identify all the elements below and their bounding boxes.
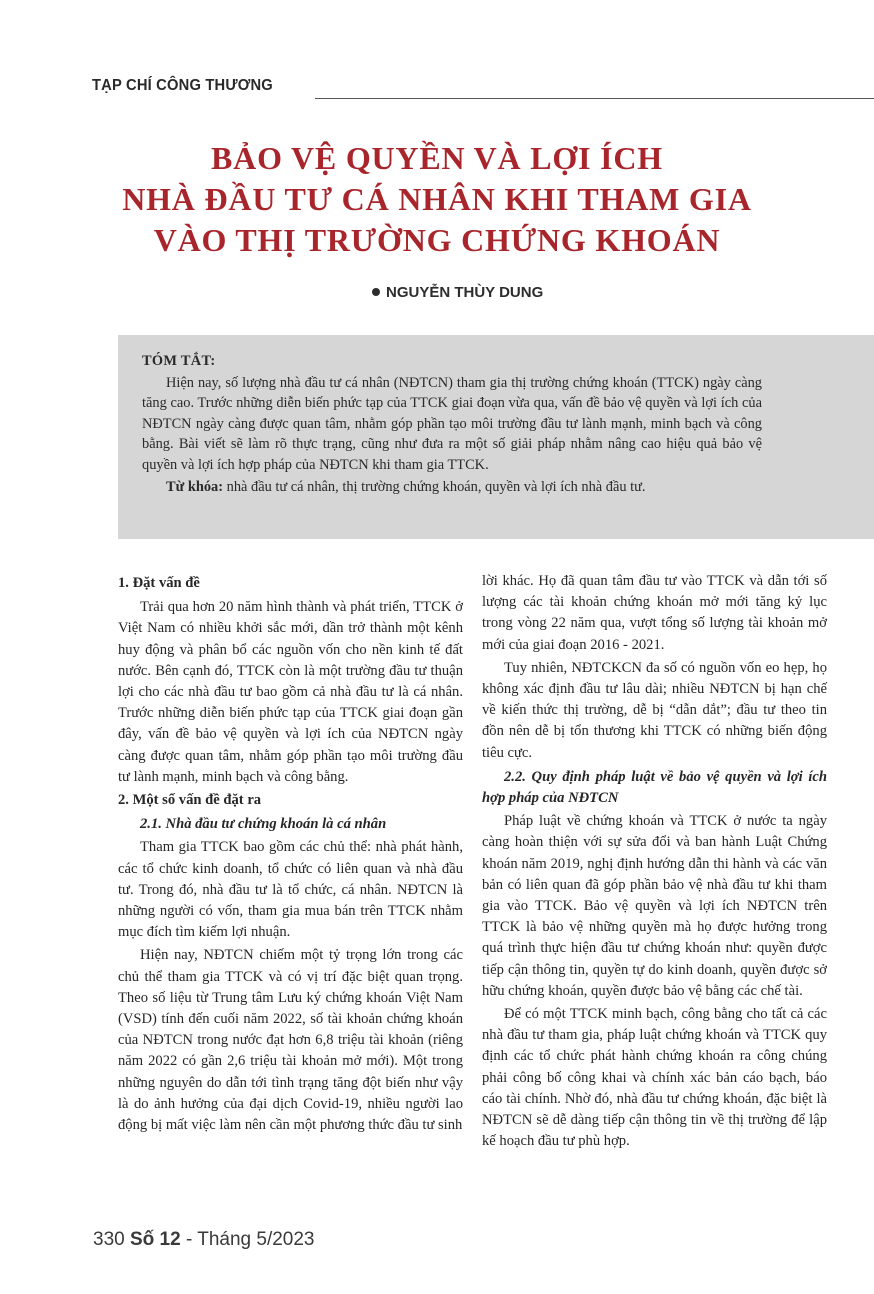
abstract-heading: TÓM TẮT: [142,353,216,369]
section-2-2-heading: 2.2. Quy định pháp luật về bảo vệ quyền và lợi ích hợp pháp của NĐTCN [482,768,827,807]
page-footer [93,1229,315,1251]
paragraph: Để có một TTCK minh bạch, công bằng cho tất cả các nhà đầu tư tham gia, pháp luật chứng khoán và TTCK quy định các tổ chức phát hành chứng khoán ra công chúng phải công bố công khai và chính xác bản cáo bạch, báo cáo tài chính. Nhờ đó, nhà đầu tư chứng khoán, đặc biệt là NĐTCN sẽ dễ dàng tiếp cận thông tin về thị trường để lập kế hoạch đầu tư phù hợp. [482,1006,827,1150]
title-line-3: VÀO THỊ TRƯỜNG CHỨNG KHOÁN [153,222,721,258]
issue-date: - Tháng 5/2023 [185,1229,315,1250]
issue-label: Số [129,1229,155,1250]
abstract-text: Hiện nay, số lượng nhà đầu tư cá nhân (NĐTCN) tham gia thị trường chứng khoán (TTCK) ngày càng tăng cao. Trước những diễn biến phức tạp của TTCK giai đoạn vừa qua, vấn đề bảo vệ quyền và lợi ích của NĐTCN ngày càng được quan tâm, nhằm góp phần tạo môi trường đầu tư lành mạnh, minh bạch và công bằng. Bài viết sẽ làm rõ thực trạng, cũng như đưa ra một số giải pháp nhằm nâng cao hiệu quả bảo vệ quyền và lợi ích hợp pháp của NĐTCN khi tham gia TTCK. [142,374,762,473]
right-column [482,571,827,1154]
journal-name: TẠP CHÍ CÔNG THƯƠNG [92,77,273,94]
section-2-1-heading: 2.1. Nhà đầu tư chứng khoán là cá nhân [140,816,387,833]
title-line-2: NHÀ ĐẦU TƯ CÁ NHÂN KHI THAM GIA [122,181,752,217]
title-line-1: BẢO VỆ QUYỀN VÀ LỢI ÍCH [211,140,663,176]
author-name: NGUYỄN THÙY DUNG [386,284,544,301]
author [372,284,543,301]
left-column [118,571,463,1138]
bullet-icon [372,288,380,296]
paragraph: lời khác. Họ đã quan tâm đầu tư vào TTCK và dẫn tới số lượng các tài khoản chứng khoán mở mới tăng kỷ lục trong vòng 22 năm qua, vượt tổng số lượng tài khoản mở mới của giai đoạn 2016 - 2021. [482,573,827,653]
keywords-text: nhà đầu tư cá nhân, thị trường chứng khoán, quyền và lợi ích nhà đầu tư. [226,479,646,495]
issue-number: 12 [159,1229,181,1250]
paragraph: Tham gia TTCK bao gồm các chủ thể: nhà phát hành, các tổ chức kinh doanh, tổ chức có liên quan và nhà đầu tư. Trong đó, nhà đầu tư là tổ chức, cá nhân. NĐTCN là những người có vốn, tham gia mua bán trên TTCK nhằm mục đích tìm kiếm lợi nhuận. [118,839,463,941]
paragraph: Pháp luật về chứng khoán và TTCK ở nước ta ngày càng hoàn thiện với sự sửa đổi và ban hành Luật Chứng khoán năm 2019, nghị định hướng dẫn thi hành và các văn bản có liên quan đã góp phần bảo vệ nhà đầu tư khi tham gia vào TTCK. Bảo vệ quyền và lợi ích NĐTCN trên TTCK là bảo vệ những quyền mà họ được hưởng trong quá trình thực hiện đầu tư chứng khoán như: quyền được tiếp cận thông tin, quyền tự do kinh doanh, quyền được sở hữu chứng khoán, quyền được bảo vệ bằng các chế tài. [482,813,827,999]
section-1-heading: 1. Đặt vấn đề [118,575,200,591]
page-number: 330 [93,1229,125,1250]
article-title [60,138,814,261]
section-2-heading: 2. Một số vấn đề đặt ra [118,792,262,809]
paragraph: Hiện nay, NĐTCN chiếm một tỷ trọng lớn trong các chủ thể tham gia TTCK và có vị trí đặc biệt quan trọng. Theo số liệu từ Trung tâm Lưu ký chứng khoán Việt Nam (VSD) tính đến cuối năm 2022, số tài khoản chứng khoán của NĐTCN trong nước đạt hơn 6,8 triệu tài khoản (riêng năm 2022 có gần 2,6 triệu tài khoản mở mới). Một trong những nguyên do dẫn tới tình trạng tăng đột biến như vậy là do ảnh hưởng của đại dịch Covid-19, nhiều người lao động bị mất việc làm nên cần một phương thức đầu tư sinh [118,947,463,1134]
paragraph: Tuy nhiên, NĐTCKCN đa số có nguồn vốn eo hẹp, họ không xác định đầu tư lâu dài; nhiều NĐTCN bị hạn chế về kiến thức thị trường, dễ bị “dẫn dắt”; đầu tư theo tin đồn nên dễ bị tổn thương khi TTCK có những biến động tiêu cực. [482,659,827,761]
header-rule [315,98,874,99]
abstract-box [118,335,874,539]
keywords-label: Từ khóa: [166,479,224,495]
paragraph: Trải qua hơn 20 năm hình thành và phát triển, TTCK ở Việt Nam có nhiều khởi sắc mới, dần trở thành một kênh huy động và phân bổ các nguồn vốn cho nền kinh tế đất nước. Bên cạnh đó, TTCK còn là một trường đầu tư thuận lợi cho các nhà đầu tư bao gồm cả nhà đầu tư là cá nhân. Trước những diễn biến phức tạp của TTCK giai đoạn gần đây, vấn đề bảo vệ quyền và lợi ích của NĐTCN ngày càng được quan tâm, nhằm góp phần tạo môi trường đầu tư lành mạnh, minh bạch và công bằng. [118,599,463,785]
keywords [142,477,762,498]
